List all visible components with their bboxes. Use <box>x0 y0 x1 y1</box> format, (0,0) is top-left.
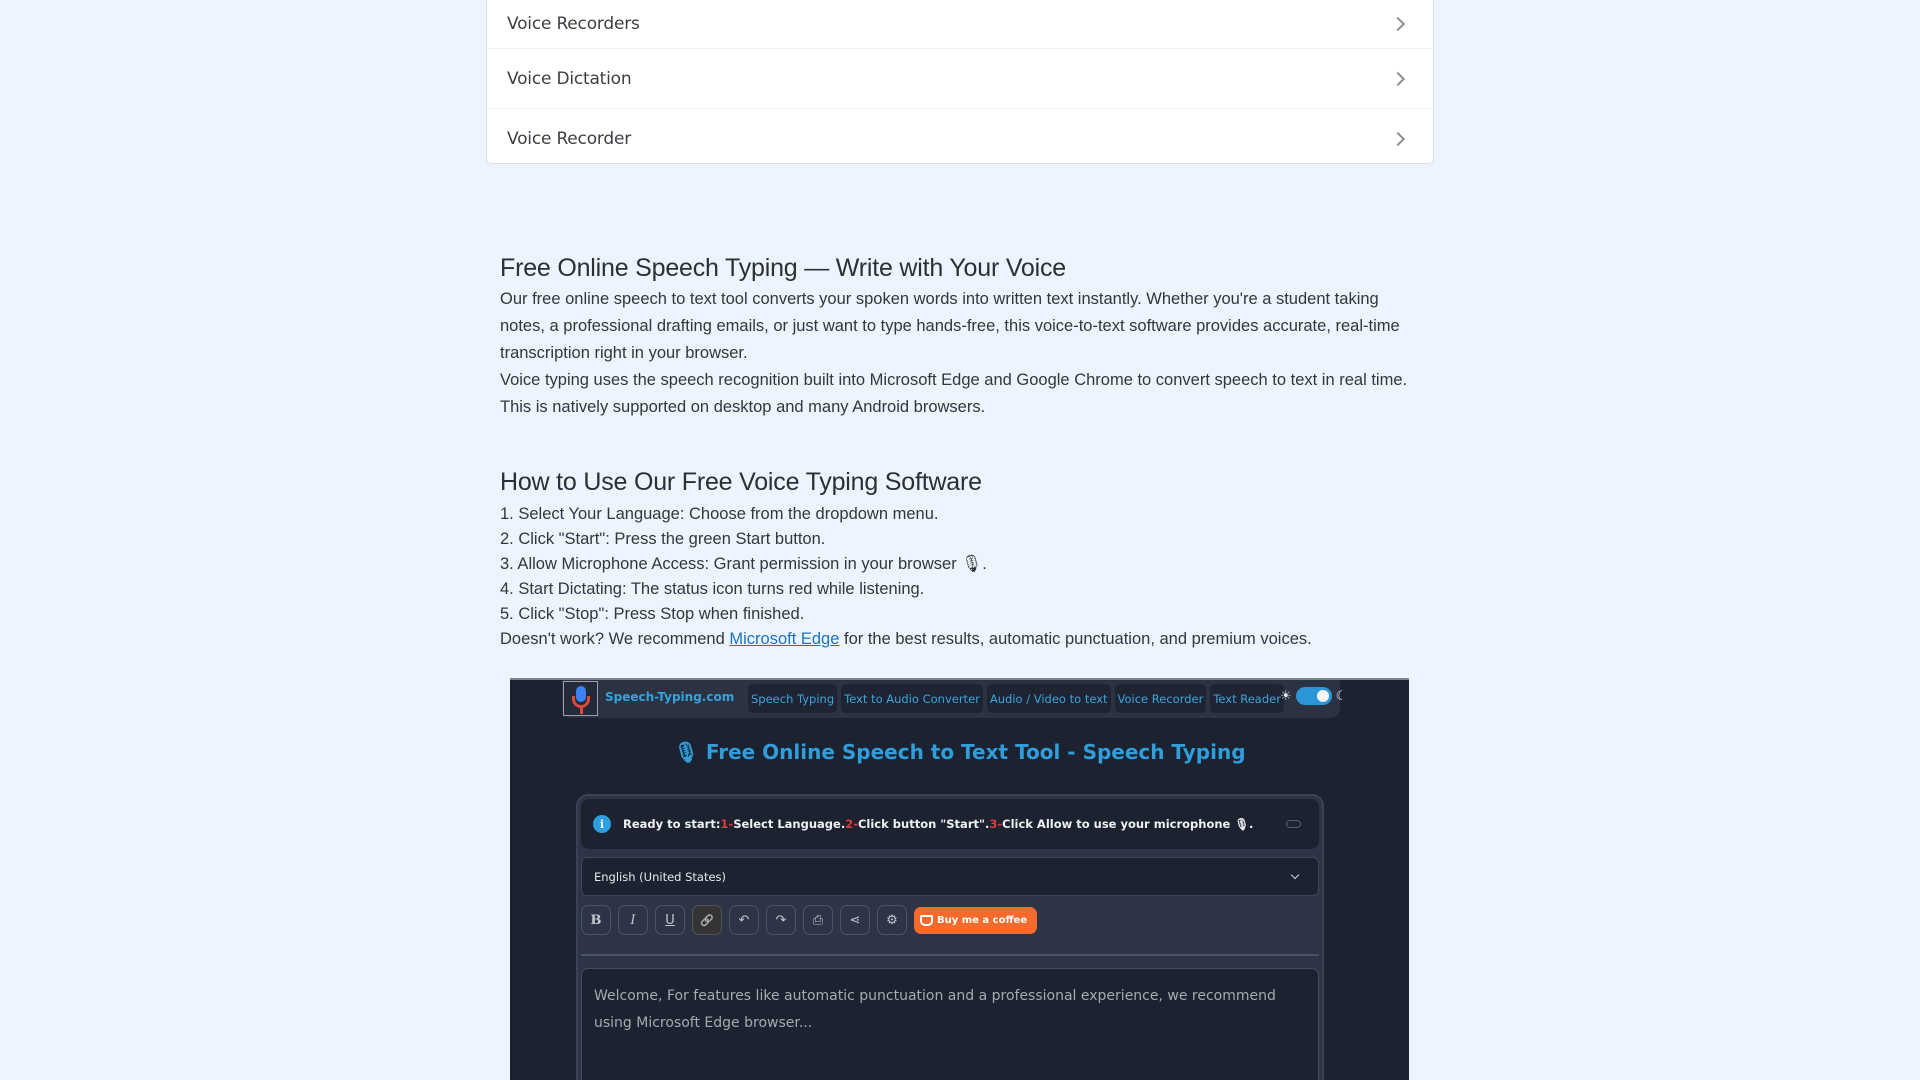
nav-tab-audio-video-to-text: Audio / Video to text <box>987 684 1111 713</box>
step-2: 2. Click "Start": Press the green Start button. <box>500 530 826 548</box>
intro-paragraph-2: Voice typing uses the speech recognition built into Microsoft Edge and Google Chrome to convert speech to text in real time. This is natively supported on desktop and many Android browsers. <box>500 371 1408 416</box>
app-screenshot-image <box>510 678 1409 1080</box>
alert-step-text: Click Allow to use your microphone 🎙. <box>1002 817 1254 831</box>
undo-icon: ↶ <box>729 905 759 935</box>
language-select <box>581 857 1319 896</box>
intro-paragraph-1: Our free online speech to text tool converts your spoken words into written text instantly. Whether you're a student taking notes, a professional drafting emails, or just want to type hands-free, this voice-to-text software provides accurate, real-time transcription right in your browser. <box>500 290 1400 362</box>
chevron-right-icon <box>1391 17 1405 31</box>
alert-close-pill <box>1286 820 1301 828</box>
howto-heading: How to Use Our Free Voice Typing Software <box>500 468 982 496</box>
site-name: Speech-Typing.com <box>605 690 735 704</box>
list-item-voice-dictation[interactable] <box>487 49 1433 109</box>
microphone-logo-icon <box>563 681 598 716</box>
settings-icon: ⚙ <box>877 905 907 935</box>
screenshot-navbar <box>562 680 1348 718</box>
underline-icon: U <box>655 905 685 935</box>
nav-tab-voice-recorder: Voice Recorder <box>1115 684 1207 713</box>
alert-step-number: 1- <box>720 817 734 831</box>
nav-tab-speech-typing: Speech Typing <box>748 684 837 713</box>
print-icon: ⎙ <box>803 905 833 935</box>
step-4: 4. Start Dictating: The status icon turns red while listening. <box>500 580 925 598</box>
toolbar-divider <box>581 954 1319 956</box>
list-item-voice-recorders[interactable] <box>487 0 1433 49</box>
step-1: 1. Select Your Language: Choose from the dropdown menu. <box>500 505 939 523</box>
chevron-down-icon <box>1291 871 1299 879</box>
alert-step-text: Click button "Start". <box>857 817 990 831</box>
intro-section <box>500 254 1420 421</box>
theme-toggle <box>1280 687 1347 705</box>
alert-step-number: 2- <box>845 817 858 831</box>
alert-step-number: 3- <box>989 817 1003 831</box>
alert-prefix: Ready to start: <box>623 817 721 831</box>
screenshot-main-panel <box>576 794 1324 1080</box>
redo-icon: ↷ <box>766 905 796 935</box>
editor-toolbar <box>581 905 1037 935</box>
list-item-label: Voice Dictation <box>507 68 632 89</box>
link-icon: 🔗 <box>692 905 722 935</box>
note-suffix: for the best results, automatic punctuation, and premium voices. <box>839 630 1312 648</box>
ready-alert <box>581 799 1319 849</box>
share-icon: ⋖ <box>840 905 870 935</box>
list-item-voice-recorder[interactable] <box>487 109 1433 164</box>
info-icon: i <box>593 815 611 833</box>
coffee-label: Buy me a coffee <box>937 914 1028 926</box>
step-5: 5. Click "Stop": Press Stop when finished. <box>500 605 805 623</box>
list-item-label: Voice Recorder <box>507 128 632 149</box>
chevron-right-icon <box>1391 131 1405 145</box>
screenshot-nav-tabs <box>748 684 1284 713</box>
note-prefix: Doesn't work? We recommend <box>500 630 730 648</box>
chevron-right-icon <box>1391 71 1405 85</box>
nav-tab-text-to-audio: Text to Audio Converter <box>841 684 983 713</box>
alert-step-text: Select Language. <box>733 817 846 831</box>
moon-icon: ☾ <box>1335 688 1348 704</box>
screenshot-title: 🎙 Free Online Speech to Text Tool - Speech Typing <box>673 740 1246 764</box>
list-item-label: Voice Recorders <box>507 14 640 34</box>
coffee-cup-icon <box>920 915 933 926</box>
speech-text-editor: Welcome, For features like automatic punctuation and a professional experience, we recommend using Microsoft Edge browser... <box>581 968 1319 1080</box>
dark-mode-switch <box>1296 687 1332 705</box>
language-value: English (United States) <box>594 869 727 884</box>
buy-me-a-coffee-button <box>914 907 1037 934</box>
nav-tab-text-reader: Text Reader <box>1210 684 1284 713</box>
intro-heading: Free Online Speech Typing — Write with Your Voice <box>500 254 1066 282</box>
sun-icon: ☀ <box>1280 688 1292 704</box>
microsoft-edge-link[interactable]: Microsoft Edge <box>729 630 840 648</box>
howto-section <box>500 468 1420 652</box>
italic-icon: I <box>618 905 648 935</box>
step-3: 3. Allow Microphone Access: Grant permission in your browser 🎙. <box>500 555 987 573</box>
bold-icon: B <box>581 905 611 935</box>
browser-note <box>500 627 1420 652</box>
related-tools-list <box>486 0 1434 164</box>
